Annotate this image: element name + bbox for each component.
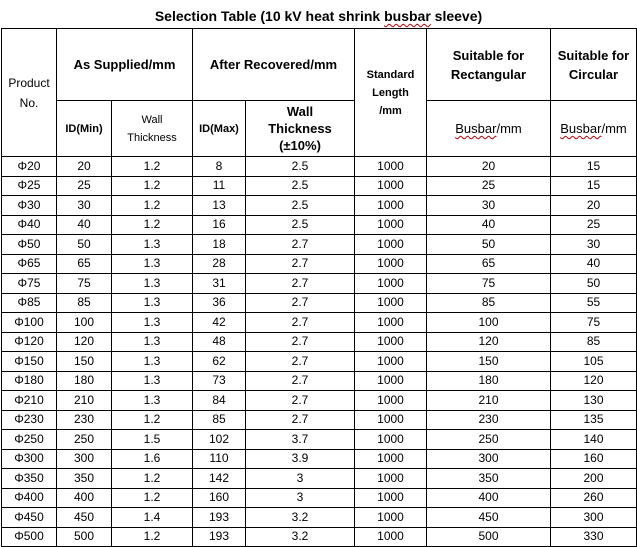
cell-wall-supplied: 1.3 <box>112 352 193 372</box>
cell-id-min: 250 <box>57 430 112 450</box>
table-row <box>2 469 637 489</box>
cell-wall-supplied: 1.2 <box>112 157 193 177</box>
cell-wall-recovered: 2.7 <box>246 410 355 430</box>
table-row <box>2 508 637 528</box>
cell-product: Φ30 <box>2 196 57 216</box>
cell-wall-supplied: 1.3 <box>112 254 193 274</box>
cell-id-max: 36 <box>193 293 246 313</box>
cell-standard-length: 1000 <box>355 332 427 352</box>
cell-wall-supplied: 1.2 <box>112 527 193 547</box>
cell-product: Φ75 <box>2 274 57 294</box>
cell-wall-supplied: 1.2 <box>112 215 193 235</box>
cell-rectangular-busbar: 500 <box>427 527 551 547</box>
cell-rectangular-busbar: 400 <box>427 488 551 508</box>
cell-standard-length: 1000 <box>355 488 427 508</box>
cell-id-max: 48 <box>193 332 246 352</box>
cell-product: Φ350 <box>2 469 57 489</box>
cell-circular-busbar: 140 <box>551 430 637 450</box>
header-wall-thickness-supplied: Wall Thickness <box>112 101 193 157</box>
cell-id-max: 160 <box>193 488 246 508</box>
table-row <box>2 293 637 313</box>
cell-rectangular-busbar: 65 <box>427 254 551 274</box>
cell-standard-length: 1000 <box>355 274 427 294</box>
header-product-no: Product No. <box>2 29 57 157</box>
cell-id-max: 28 <box>193 254 246 274</box>
busbar-rect-unit: /mm <box>496 121 522 136</box>
cell-wall-recovered: 3.7 <box>246 430 355 450</box>
cell-id-max: 142 <box>193 469 246 489</box>
cell-rectangular-busbar: 40 <box>427 215 551 235</box>
cell-wall-supplied: 1.2 <box>112 196 193 216</box>
cell-wall-supplied: 1.2 <box>112 488 193 508</box>
cell-wall-supplied: 1.3 <box>112 313 193 333</box>
cell-rectangular-busbar: 450 <box>427 508 551 528</box>
selection-table <box>1 28 637 547</box>
cell-wall-recovered: 2.7 <box>246 235 355 255</box>
table-row <box>2 332 637 352</box>
table-body <box>2 157 637 547</box>
cell-wall-supplied: 1.4 <box>112 508 193 528</box>
cell-standard-length: 1000 <box>355 371 427 391</box>
cell-wall-recovered: 2.5 <box>246 157 355 177</box>
cell-product: Φ65 <box>2 254 57 274</box>
table-row <box>2 196 637 216</box>
cell-product: Φ450 <box>2 508 57 528</box>
cell-wall-supplied: 1.3 <box>112 391 193 411</box>
header-id-max: ID(Max) <box>193 101 246 157</box>
cell-wall-recovered: 2.7 <box>246 274 355 294</box>
table-row <box>2 215 637 235</box>
cell-rectangular-busbar: 250 <box>427 430 551 450</box>
cell-product: Φ120 <box>2 332 57 352</box>
cell-id-min: 50 <box>57 235 112 255</box>
cell-rectangular-busbar: 25 <box>427 176 551 196</box>
cell-wall-recovered: 3.2 <box>246 508 355 528</box>
cell-wall-supplied: 1.5 <box>112 430 193 450</box>
cell-wall-recovered: 3 <box>246 469 355 489</box>
cell-product: Φ300 <box>2 449 57 469</box>
cell-wall-recovered: 2.7 <box>246 332 355 352</box>
table-row <box>2 430 637 450</box>
cell-wall-supplied: 1.6 <box>112 449 193 469</box>
cell-standard-length: 1000 <box>355 313 427 333</box>
cell-wall-supplied: 1.2 <box>112 176 193 196</box>
cell-id-max: 110 <box>193 449 246 469</box>
cell-circular-busbar: 25 <box>551 215 637 235</box>
cell-standard-length: 1000 <box>355 293 427 313</box>
cell-standard-length: 1000 <box>355 410 427 430</box>
header-row-2 <box>2 101 637 157</box>
cell-product: Φ180 <box>2 371 57 391</box>
cell-circular-busbar: 135 <box>551 410 637 430</box>
cell-wall-supplied: 1.2 <box>112 469 193 489</box>
cell-wall-supplied: 1.2 <box>112 410 193 430</box>
cell-circular-busbar: 50 <box>551 274 637 294</box>
cell-circular-busbar: 85 <box>551 332 637 352</box>
cell-product: Φ400 <box>2 488 57 508</box>
cell-id-max: 84 <box>193 391 246 411</box>
cell-circular-busbar: 330 <box>551 527 637 547</box>
table-row <box>2 449 637 469</box>
cell-standard-length: 1000 <box>355 430 427 450</box>
cell-id-max: 8 <box>193 157 246 177</box>
table-title <box>0 8 637 24</box>
cell-id-max: 18 <box>193 235 246 255</box>
table-row <box>2 274 637 294</box>
cell-standard-length: 1000 <box>355 215 427 235</box>
table-row <box>2 352 637 372</box>
cell-id-min: 500 <box>57 527 112 547</box>
title-prefix: Selection Table (10 kV heat shrink <box>154 8 385 24</box>
cell-id-min: 150 <box>57 352 112 372</box>
table-row <box>2 157 637 177</box>
cell-id-min: 180 <box>57 371 112 391</box>
cell-id-min: 400 <box>57 488 112 508</box>
cell-circular-busbar: 20 <box>551 196 637 216</box>
cell-product: Φ25 <box>2 176 57 196</box>
cell-id-min: 100 <box>57 313 112 333</box>
cell-id-min: 230 <box>57 410 112 430</box>
cell-id-max: 16 <box>193 215 246 235</box>
table-row <box>2 527 637 547</box>
busbar-rect-word: Busbar <box>455 121 497 136</box>
cell-wall-recovered: 2.7 <box>246 313 355 333</box>
table-row <box>2 391 637 411</box>
title-busbar-word: busbar <box>384 8 431 24</box>
cell-rectangular-busbar: 150 <box>427 352 551 372</box>
cell-standard-length: 1000 <box>355 508 427 528</box>
cell-circular-busbar: 300 <box>551 508 637 528</box>
header-suitable-circular: Suitable for Circular <box>551 29 637 101</box>
cell-wall-recovered: 2.7 <box>246 391 355 411</box>
cell-rectangular-busbar: 180 <box>427 371 551 391</box>
table-row <box>2 235 637 255</box>
cell-rectangular-busbar: 230 <box>427 410 551 430</box>
header-id-min: ID(Min) <box>57 101 112 157</box>
cell-product: Φ230 <box>2 410 57 430</box>
cell-circular-busbar: 40 <box>551 254 637 274</box>
busbar-circ-word: Busbar <box>560 121 602 136</box>
header-row-1 <box>2 29 637 101</box>
cell-circular-busbar: 105 <box>551 352 637 372</box>
cell-wall-recovered: 2.5 <box>246 176 355 196</box>
cell-id-min: 30 <box>57 196 112 216</box>
cell-product: Φ100 <box>2 313 57 333</box>
cell-standard-length: 1000 <box>355 196 427 216</box>
cell-wall-supplied: 1.3 <box>112 235 193 255</box>
cell-id-min: 210 <box>57 391 112 411</box>
table-row <box>2 176 637 196</box>
cell-id-min: 120 <box>57 332 112 352</box>
cell-standard-length: 1000 <box>355 176 427 196</box>
cell-wall-supplied: 1.3 <box>112 274 193 294</box>
cell-standard-length: 1000 <box>355 527 427 547</box>
cell-id-min: 300 <box>57 449 112 469</box>
table-row <box>2 254 637 274</box>
cell-rectangular-busbar: 20 <box>427 157 551 177</box>
cell-circular-busbar: 200 <box>551 469 637 489</box>
cell-id-min: 75 <box>57 274 112 294</box>
cell-product: Φ20 <box>2 157 57 177</box>
header-busbar-circ <box>551 101 637 157</box>
cell-id-max: 193 <box>193 508 246 528</box>
cell-rectangular-busbar: 50 <box>427 235 551 255</box>
cell-wall-supplied: 1.3 <box>112 332 193 352</box>
cell-product: Φ150 <box>2 352 57 372</box>
cell-standard-length: 1000 <box>355 391 427 411</box>
cell-standard-length: 1000 <box>355 449 427 469</box>
cell-id-max: 11 <box>193 176 246 196</box>
cell-wall-recovered: 2.7 <box>246 293 355 313</box>
cell-wall-recovered: 2.7 <box>246 352 355 372</box>
cell-wall-supplied: 1.3 <box>112 293 193 313</box>
cell-id-max: 73 <box>193 371 246 391</box>
header-standard-length: Standard Length /mm <box>355 29 427 157</box>
cell-id-min: 350 <box>57 469 112 489</box>
cell-circular-busbar: 75 <box>551 313 637 333</box>
cell-circular-busbar: 30 <box>551 235 637 255</box>
header-wall-thickness-recovered: Wall Thickness (±10%) <box>246 101 355 157</box>
cell-circular-busbar: 160 <box>551 449 637 469</box>
cell-id-max: 13 <box>193 196 246 216</box>
table-row <box>2 371 637 391</box>
cell-product: Φ500 <box>2 527 57 547</box>
cell-rectangular-busbar: 300 <box>427 449 551 469</box>
cell-wall-recovered: 2.7 <box>246 371 355 391</box>
cell-wall-recovered: 2.7 <box>246 254 355 274</box>
cell-product: Φ50 <box>2 235 57 255</box>
cell-id-max: 42 <box>193 313 246 333</box>
busbar-circ-unit: /mm <box>601 121 627 136</box>
cell-wall-supplied: 1.3 <box>112 371 193 391</box>
cell-circular-busbar: 130 <box>551 391 637 411</box>
cell-product: Φ40 <box>2 215 57 235</box>
cell-rectangular-busbar: 350 <box>427 469 551 489</box>
header-busbar-rect <box>427 101 551 157</box>
cell-standard-length: 1000 <box>355 254 427 274</box>
cell-id-max: 102 <box>193 430 246 450</box>
cell-rectangular-busbar: 100 <box>427 313 551 333</box>
cell-standard-length: 1000 <box>355 352 427 372</box>
cell-rectangular-busbar: 75 <box>427 274 551 294</box>
cell-wall-recovered: 3.2 <box>246 527 355 547</box>
header-after-recovered: After Recovered/mm <box>193 29 355 101</box>
cell-circular-busbar: 15 <box>551 176 637 196</box>
cell-id-min: 40 <box>57 215 112 235</box>
cell-wall-recovered: 2.5 <box>246 215 355 235</box>
table-row <box>2 410 637 430</box>
cell-standard-length: 1000 <box>355 469 427 489</box>
cell-id-max: 85 <box>193 410 246 430</box>
cell-circular-busbar: 15 <box>551 157 637 177</box>
cell-circular-busbar: 260 <box>551 488 637 508</box>
cell-circular-busbar: 55 <box>551 293 637 313</box>
header-suitable-rectangular: Suitable for Rectangular <box>427 29 551 101</box>
cell-id-max: 62 <box>193 352 246 372</box>
cell-id-max: 31 <box>193 274 246 294</box>
cell-id-min: 25 <box>57 176 112 196</box>
cell-standard-length: 1000 <box>355 235 427 255</box>
table-row <box>2 488 637 508</box>
table-row <box>2 313 637 333</box>
cell-rectangular-busbar: 85 <box>427 293 551 313</box>
cell-circular-busbar: 120 <box>551 371 637 391</box>
cell-id-min: 20 <box>57 157 112 177</box>
cell-standard-length: 1000 <box>355 157 427 177</box>
cell-rectangular-busbar: 30 <box>427 196 551 216</box>
cell-wall-recovered: 3 <box>246 488 355 508</box>
cell-product: Φ210 <box>2 391 57 411</box>
cell-id-min: 65 <box>57 254 112 274</box>
title-suffix: sleeve) <box>430 8 483 24</box>
cell-rectangular-busbar: 210 <box>427 391 551 411</box>
cell-id-max: 193 <box>193 527 246 547</box>
cell-wall-recovered: 3.9 <box>246 449 355 469</box>
cell-wall-recovered: 2.5 <box>246 196 355 216</box>
cell-id-min: 85 <box>57 293 112 313</box>
cell-id-min: 450 <box>57 508 112 528</box>
header-as-supplied: As Supplied/mm <box>57 29 193 101</box>
cell-product: Φ85 <box>2 293 57 313</box>
cell-rectangular-busbar: 120 <box>427 332 551 352</box>
cell-product: Φ250 <box>2 430 57 450</box>
